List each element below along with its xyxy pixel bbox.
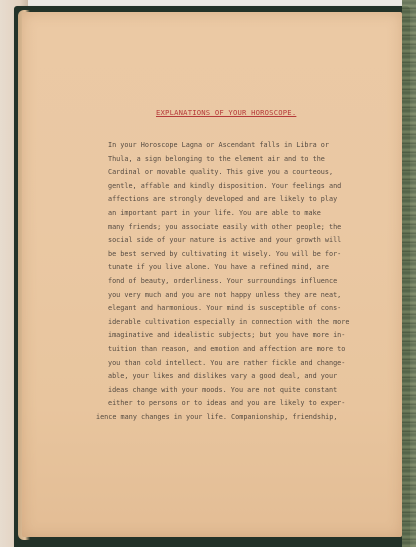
body-line: you than cold intellect. You are rather fickle and change-	[108, 358, 346, 367]
body-line: either to persons or to ideas and you are likely to exper-	[108, 399, 346, 408]
body-line: social side of your nature is active and your growth will	[108, 236, 342, 245]
body-line: able, your likes and dislikes vary a good deal, and your	[108, 372, 338, 381]
binder-edge	[402, 0, 416, 547]
document-body	[96, 139, 370, 424]
body-line: many friends; you associate easily with other people; the	[108, 222, 342, 231]
body-line: ideas change with your moods. You are not quite constant	[108, 385, 338, 394]
body-line: be best served by cultivating it wisely. You will be for-	[108, 249, 342, 258]
body-line: Thula, a sign belonging to the element air and to the	[108, 154, 325, 163]
body-line: affections are strongly developed and are likely to play	[108, 195, 338, 204]
body-line: elegant and harmonious. Your mind is susceptible of cons-	[108, 304, 342, 313]
body-line: fond of beauty, orderliness. Your surroundings influence	[108, 276, 338, 285]
body-line: Cardinal or movable quality. This give you a courteous,	[108, 168, 334, 177]
body-line: In your Horoscope Lagna or Ascendant falls in Libra or	[108, 141, 329, 149]
body-line: tunate if you live alone. You have a refined mind, are	[108, 263, 329, 272]
body-line: gentle, affable and kindly disposition. Your feelings and	[108, 181, 342, 190]
body-line: ience many changes in your life. Companionship, friendship,	[96, 412, 338, 421]
body-line: iderable cultivation especially in connection with the more	[108, 317, 350, 326]
body-line: an important part in your life. You are able to make	[108, 208, 321, 217]
document-title: EXPLANATIONS OF YOUR HOROSCOPE.	[156, 108, 297, 117]
body-line: tuition than reason, and emotion and affection are more to	[108, 344, 346, 353]
body-line: imaginative and idealistic subjects; but you have more in-	[108, 331, 346, 340]
body-line: you very much and you are not happy unless they are neat,	[108, 290, 342, 299]
